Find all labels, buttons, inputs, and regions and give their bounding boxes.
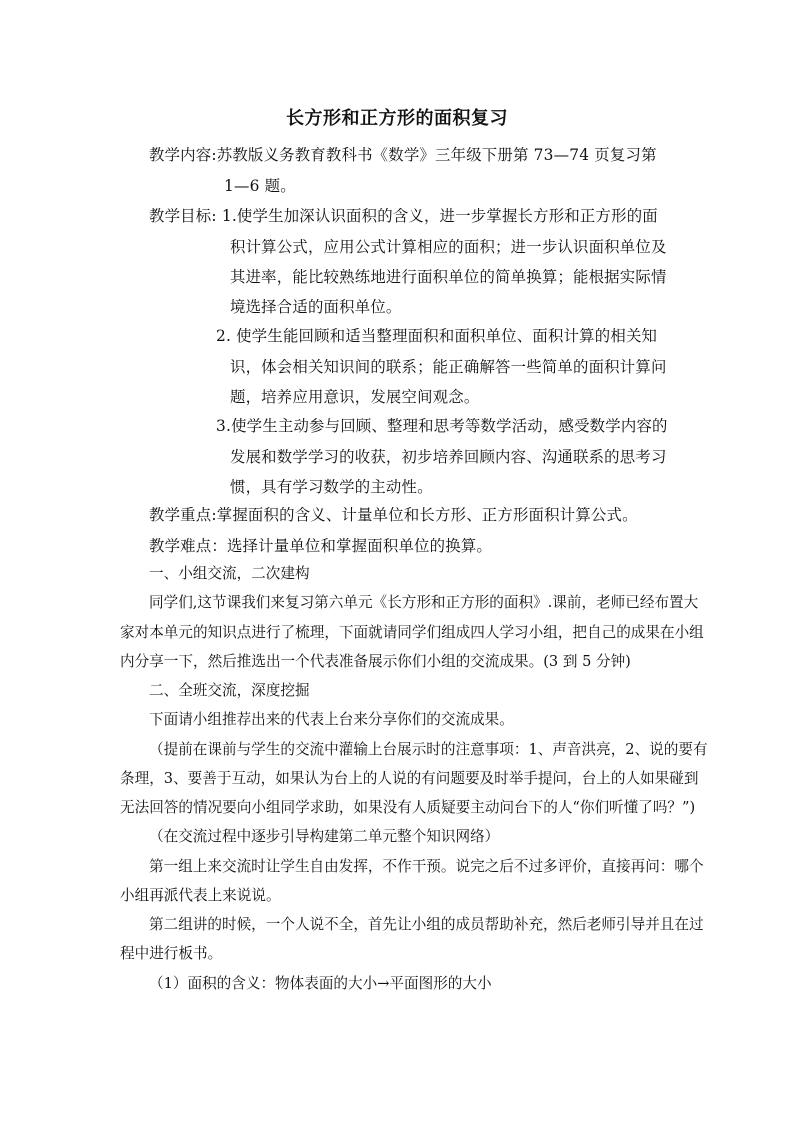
section-2-paragraph-2-line-3: 无法回答的情况要向小组同学求助，如果没有人质疑要主动问台下的人“你们听懂了吗？”): [120, 799, 696, 816]
section-2-paragraph-2-line-1: （提前在课前与学生的交流中灌输上台展示时的注意事项：1、声音洪亮，2、说的要有: [149, 741, 708, 758]
section-2-paragraph-2-line-2: 条理，3、要善于互动，如果认为台上的人说的有问题要及时举手提问，台上的人如果碰到: [120, 770, 699, 787]
teaching-content-line-1: 教学内容:苏教版义务教育教科书《数学》三年级下册第 73—74 页复习第: [149, 146, 657, 164]
difficulty: 教学难点：选择计量单位和掌握面积单位的换算。: [149, 537, 492, 555]
objective-1-line-2: 积计算公式，应用公式计算相应的面积；进一步认识面积单位及: [230, 238, 667, 256]
document-title: 长方形和正方形的面积复习: [286, 108, 508, 129]
objective-2-line-3: 题，培养应用意识，发展空间观念。: [230, 388, 480, 406]
section-2-paragraph-3: （在交流过程中逐步引导构建第二单元整个知识网络）: [149, 828, 500, 845]
objective-2-line-1: 2. 使学生能回顾和适当整理面积和面积单位、面积计算的相关知: [216, 327, 658, 345]
objective-3-line-2: 发展和数学学习的收获，初步培养回顾内容、沟通联系的思考习: [230, 448, 667, 466]
section-1-paragraph-line-3: 内分享一下，然后推选出一个代表准备展示你们小组的交流成果。(3 到 5 分钟): [120, 653, 631, 670]
section-1-paragraph-line-1: 同学们,这节课我们来复习第六单元《长方形和正方形的面积》.课前，老师已经布置大: [149, 594, 699, 611]
section-1-paragraph-line-2: 家对本单元的知识点进行了梳理，下面就请同学们组成四人学习小组，把自己的成果在小组: [120, 624, 704, 641]
objective-1-line-1: 教学目标: 1.使学生加深认识面积的含义，进一步掌握长方形和正方形的面: [149, 207, 658, 225]
section-2-paragraph-6: （1）面积的含义：物体表面的大小→平面图形的大小: [149, 975, 492, 992]
objective-2-line-2: 识，体会相关知识间的联系；能正确解答一些简单的面积计算问: [230, 358, 667, 376]
objective-1-line-3: 其进率，能比较熟练地进行面积单位的简单换算；能根据实际情: [230, 268, 667, 286]
section-2-paragraph-4-line-2: 小组再派代表上来说说。: [120, 887, 281, 904]
section-1-heading: 一、小组交流，二次建构: [149, 565, 310, 582]
section-2-heading: 二、全班交流，深度挖掘: [149, 682, 310, 699]
section-2-paragraph-4-line-1: 第一组上来交流时让学生自由发挥，不作干预。说完之后不过多评价，直接再问：哪个: [149, 858, 704, 875]
section-2-paragraph-5-line-2: 程中进行板书。: [120, 945, 223, 962]
objective-1-line-4: 境选择合适的面积单位。: [230, 298, 402, 316]
objective-3-line-1: 3.使学生主动参与回顾、整理和思考等数学活动，感受数学内容的: [216, 417, 668, 435]
teaching-content-line-2: 1—6 题。: [224, 177, 296, 195]
key-point: 教学重点:掌握面积的含义、计量单位和长方形、正方形面积计算公式。: [149, 506, 638, 524]
section-2-paragraph-1: 下面请小组推荐出来的代表上台来分享你们的交流成果。: [149, 711, 514, 728]
objective-3-line-3: 惯，具有学习数学的主动性。: [230, 478, 433, 496]
section-2-paragraph-5-line-1: 第二组讲的时候，一个人说不全，首先让小组的成员帮助补充，然后老师引导并且在过: [149, 916, 704, 933]
